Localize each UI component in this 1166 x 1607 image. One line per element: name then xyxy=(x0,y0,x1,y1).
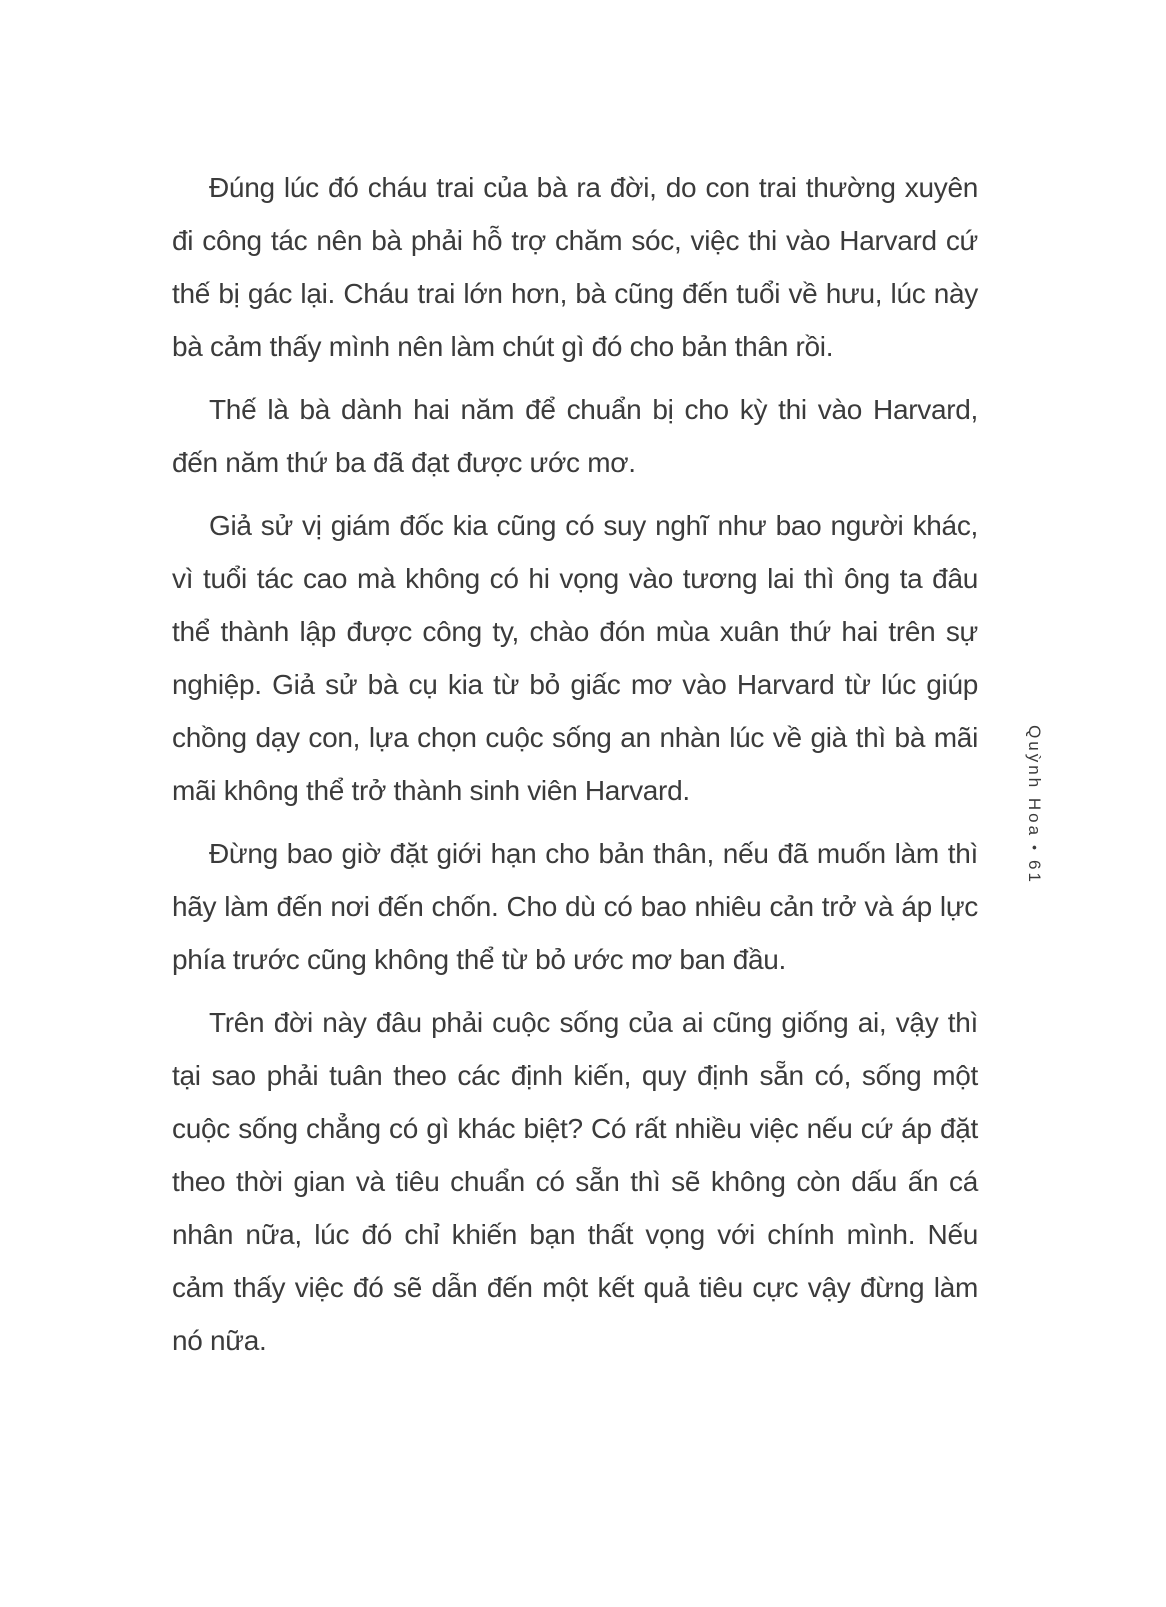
paragraph-5: Trên đời này đâu phải cuộc sống của ai cũng giống ai, vậy thì tại sao phải tuân theo các định kiến, quy định sẵn có, sống một cuộc sống chẳng có gì khác biệt? Có rất nhiều việc nếu cứ áp đặt theo thời gian và tiêu chuẩn có sẵn thì sẽ không còn dấu ấn cá nhân nữa, lúc đó chỉ khiến bạn thất vọng với chính mình. Nếu cảm thấy việc đó sẽ dẫn đến một kết quả tiêu cực vậy đừng làm nó nữa. xyxy=(172,1007,978,1356)
page-number: 61 xyxy=(1025,859,1044,885)
body-text xyxy=(172,161,978,1377)
author-name: Quỳnh Hoa xyxy=(1025,725,1044,839)
paragraph-3: Giả sử vị giám đốc kia cũng có suy nghĩ như bao người khác, vì tuổi tác cao mà không có hi vọng vào tương lai thì ông ta đâu thể thành lập được công ty, chào đón mùa xuân thứ hai trên sự nghiệp. Giả sử bà cụ kia từ bỏ giấc mơ vào Harvard từ lúc giúp chồng dạy con, lựa chọn cuộc sống an nhàn lúc về già thì bà mãi mãi không thể trở thành sinh viên Harvard. xyxy=(172,510,978,806)
paragraph-1: Đúng lúc đó cháu trai của bà ra đời, do con trai thường xuyên đi công tác nên bà phải hỗ trợ chăm sóc, việc thi vào Harvard cứ thế bị gác lại. Cháu trai lớn hơn, bà cũng đến tuổi về hưu, lúc này bà cảm thấy mình nên làm chút gì đó cho bản thân rồi. xyxy=(172,172,978,362)
paragraph-4: Đừng bao giờ đặt giới hạn cho bản thân, nếu đã muốn làm thì hãy làm đến nơi đến chốn. Cho dù có bao nhiêu cản trở và áp lực phía trước cũng không thể từ bỏ ước mơ ban đầu. xyxy=(172,838,978,975)
paragraph-2: Thế là bà dành hai năm để chuẩn bị cho kỳ thi vào Harvard, đến năm thứ ba đã đạt được ước mơ. xyxy=(172,394,978,478)
running-margin-text xyxy=(1024,725,1044,885)
bullet-separator-icon: • xyxy=(1027,845,1043,853)
